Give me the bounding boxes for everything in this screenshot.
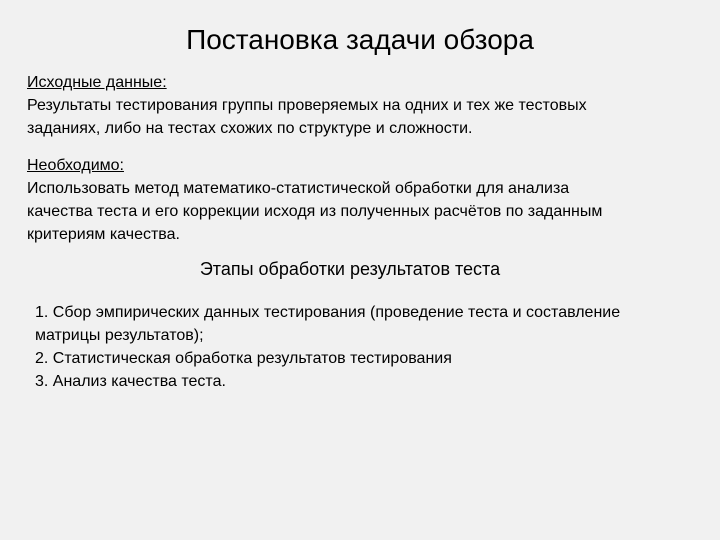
stages-list-item: матрицы результатов); (35, 327, 204, 344)
required-heading: Необходимо: (27, 157, 124, 174)
initial-data-line: Результаты тестирования группы проверяемых на одних и тех же тестовых (27, 97, 587, 114)
stages-list-item: 1. Сбор эмпирических данных тестирования (проведение теста и составление (35, 304, 621, 321)
initial-data-heading: Исходные данные: (27, 74, 167, 91)
initial-data-block (27, 71, 587, 140)
initial-data-line: заданиях, либо на тестах схожих по структуре и сложности. (27, 120, 473, 137)
required-line: критериям качества. (27, 226, 180, 243)
required-line: Использовать метод математико-статистической обработки для анализа (27, 180, 570, 197)
stages-title: Этапы обработки результатов теста (199, 259, 501, 279)
stages-list (35, 301, 620, 393)
stages-list-item: 2. Статистическая обработка результатов тестирования (35, 350, 452, 367)
slide-title: Постановка задачи обзора (186, 24, 534, 55)
stages-list-item: 3. Анализ качества теста. (35, 373, 226, 390)
required-line: качества теста и его коррекции исходя из полученных расчётов по заданным (27, 203, 603, 220)
required-block (27, 154, 602, 246)
